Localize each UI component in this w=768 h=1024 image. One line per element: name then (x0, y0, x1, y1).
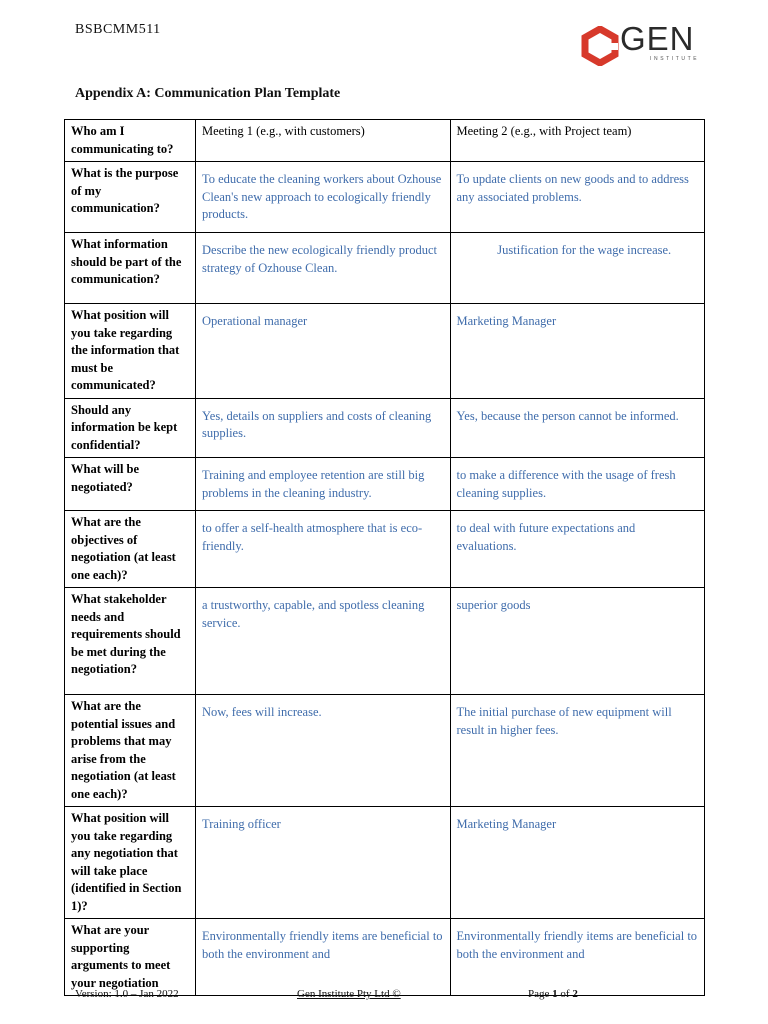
footer-page-number (528, 988, 578, 1000)
meeting-2-answer: Justification for the wage increase. (450, 233, 705, 304)
page-prefix: Page (528, 988, 553, 1000)
meeting-2-answer: to make a difference with the usage of fresh cleaning supplies. (450, 458, 705, 511)
meeting-2-answer: Marketing Manager (450, 807, 705, 919)
table-row (65, 233, 705, 304)
document-code: BSBCMM511 (75, 22, 161, 37)
meeting-1-answer: Describe the new ecologically friendly product strategy of Ozhouse Clean. (196, 233, 451, 304)
logo-text: GEN (620, 20, 695, 57)
table-row (65, 398, 705, 458)
meeting-1-answer: Training and employee retention are still big problems in the cleaning industry. (196, 458, 451, 511)
question-cell: What are the objectives of negotiation (at least one each)? (65, 511, 196, 588)
meeting-2-answer: Yes, because the person cannot be informed. (450, 398, 705, 458)
header-meeting-2-cell: Meeting 2 (e.g., with Project team) (450, 120, 705, 162)
table-row (65, 511, 705, 588)
table-row (65, 162, 705, 233)
question-cell: What position will you take regarding the information that must be communicated? (65, 304, 196, 399)
meeting-2-answer: Environmentally friendly items are beneficial to both the environment and (450, 919, 705, 996)
question-cell: What stakeholder needs and requirements should be met during the negotiation? (65, 588, 196, 695)
meeting-1-answer: Training officer (196, 807, 451, 919)
table-row (65, 919, 705, 996)
page-current: 1 (552, 988, 558, 1000)
question-cell: What are the potential issues and problems that may arise from the negotiation (at least one each)? (65, 695, 196, 807)
question-cell: What position will you take regarding any negotiation that will take place (identified in Section 1)? (65, 807, 196, 919)
meeting-2-answer: superior goods (450, 588, 705, 695)
meeting-1-answer: to offer a self-health atmosphere that is eco-friendly. (196, 511, 451, 588)
question-cell: What information should be part of the communication? (65, 233, 196, 304)
meeting-2-answer: Marketing Manager (450, 304, 705, 399)
meeting-1-answer: a trustworthy, capable, and spotless cleaning service. (196, 588, 451, 695)
meeting-1-answer: Environmentally friendly items are beneficial to both the environment and (196, 919, 451, 996)
table-row (65, 807, 705, 919)
table-header-row (65, 120, 705, 162)
meeting-2-answer: The initial purchase of new equipment will result in higher fees. (450, 695, 705, 807)
logo-subtext: INSTITUTE (650, 56, 700, 62)
meeting-1-answer: To educate the cleaning workers about Ozhouse Clean's new approach to ecologically friendly products. (196, 162, 451, 233)
table-row (65, 458, 705, 511)
page-of: of (557, 988, 573, 1000)
question-cell: What is the purpose of my communication? (65, 162, 196, 233)
gen-institute-logo (580, 20, 710, 68)
question-cell: What are your supporting arguments to meet your negotiation (65, 919, 196, 996)
header-meeting-1-cell: Meeting 1 (e.g., with customers) (196, 120, 451, 162)
footer-version: Version: 1.0 – Jan 2022 (75, 988, 179, 1000)
page-title: Appendix A: Communication Plan Template (75, 86, 341, 101)
header-question-cell: Who am I communicating to? (65, 120, 196, 162)
meeting-1-answer: Operational manager (196, 304, 451, 399)
meeting-1-answer: Yes, details on suppliers and costs of cleaning supplies. (196, 398, 451, 458)
hexagon-logo-icon (580, 26, 620, 66)
question-cell: What will be negotiated? (65, 458, 196, 511)
table-row (65, 588, 705, 695)
communication-plan-table (64, 119, 705, 996)
page-total: 2 (572, 988, 578, 1000)
footer-company: Gen Institute Pty Ltd © (297, 988, 401, 1000)
meeting-1-answer: Now, fees will increase. (196, 695, 451, 807)
meeting-2-answer: to deal with future expectations and evaluations. (450, 511, 705, 588)
table-row (65, 304, 705, 399)
meeting-2-answer: To update clients on new goods and to address any associated problems. (450, 162, 705, 233)
question-cell: Should any information be kept confidential? (65, 398, 196, 458)
table-row (65, 695, 705, 807)
